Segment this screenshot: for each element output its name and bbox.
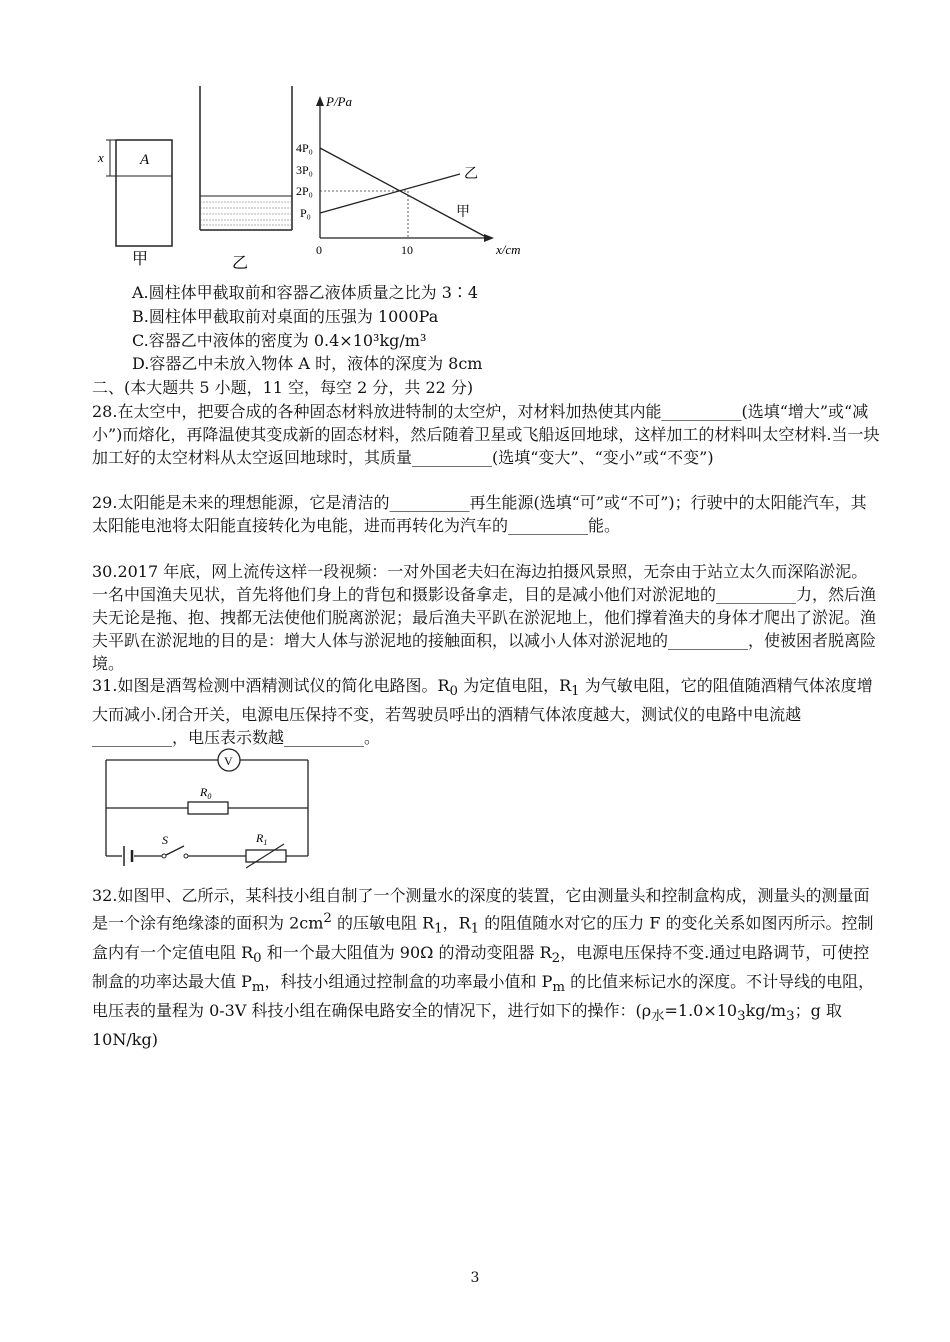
option-b: B.圆柱体甲截取前对桌面的压强为 1000Pa bbox=[132, 307, 439, 326]
question-32: 32.如图甲、乙所示，某科技小组自制了一个测量水的深度的装置，它由测量头和控制盒构成，测量头的测量面是一个涂有绝缘漆的面积为 $2cm^2$ 的压敏电阻 $R_1$，$R_1$ 的阻值随水对它的压力 F 的变化关系如图丙所示。控制盒内有一个定值电阻 $R_0$ 和一个最大阻值为 90Ω 的滑动变阻器 $R_2$，电源电压保持不变.通过电路调节，可使控制盒的功率达最大值 $P_m$，科技小组通过控制盒的功率最小值和 $P_m$ 的比值来标记水的深度。不计导线的电阻，电压表的量程为 0-3V 科技小组在确保电路安全的情况下，进行如下的操作：($\rho_水=1.0\times 10_3kg/m_3$；g 取 10N/kg) bbox=[92, 886, 875, 1050]
graph-x-axis-label: x/cm bbox=[496, 242, 521, 257]
jia-x-label: x bbox=[98, 150, 104, 165]
page-number: 3 bbox=[470, 1270, 480, 1286]
yi-caption: 乙 bbox=[232, 255, 249, 272]
resistor-r0-icon bbox=[188, 802, 228, 814]
graph-line-yi bbox=[320, 174, 460, 213]
circuit-diagram bbox=[96, 744, 326, 874]
pressure-graph bbox=[296, 94, 521, 257]
option-a: A.圆柱体甲截取前和容器乙液体质量之比为 3∶4 bbox=[132, 283, 479, 302]
graph-y-axis-label: P/Pa bbox=[326, 94, 352, 109]
question-30: 30.2017 年底，网上流传这样一段视频：一对外国老夫妇在海边拍摄风景照，无奈由于站立太久而深陷淤泥。一名中国渔夫见状，首先将他们身上的背包和摄影设备拿走，目的是减小他们对淤泥地的__________力，然后渔夫无论是拖、抱、拽都无法使他们脱离淤泥；最后渔夫平趴在淤泥地上，他们撑着渔夫的身体才爬出了淤泥。渔夫平趴在淤泥地的目的是：增大人体与淤泥地的接触面积，以减小人体对淤泥地的__________，使被困者脱离险境。 bbox=[92, 562, 877, 673]
graph-line-label-yi: 乙 bbox=[464, 167, 478, 182]
question-28: 28.在太空中，把要合成的各种固态材料放进特制的太空炉，对材料加热使其内能__________(选填“增大”或“减小”)而熔化，再降温使其变成新的固态材料，然后随着卫星或飞船返回地球，这样加工的材料叫太空材料.当一块加工好的太空材料从太空返回地球时，其质量__________(选填“变大”、“变小”或“不变”) bbox=[92, 402, 880, 467]
question-29: 29.太阳能是未来的理想能源，它是清洁的__________再生能源(选填“可”或“不可”)；行驶中的太阳能汽车，其太阳能电池将太阳能直接转化为电能，进而再转化为汽车的__________能。 bbox=[92, 493, 867, 535]
graph-line-jia bbox=[320, 148, 486, 237]
section-heading: 二、(本大题共 5 小题，11 空，每空 2 分，共 22 分) bbox=[92, 378, 474, 397]
graph-y-tick-2p0: 2P₀ bbox=[296, 184, 313, 198]
option-d: D.容器乙中未放入物体 A 时，液体的深度为 8cm bbox=[132, 354, 483, 373]
r1-label: $R_1$ bbox=[256, 831, 268, 847]
graph-x-tick-0: 0 bbox=[316, 243, 322, 257]
graph-y-tick-4p0: 4P₀ bbox=[296, 141, 313, 155]
question-31: 31.如图是酒驾检测中酒精测试仪的简化电路图。$R_0$ 为定值电阻，$R_1$ 为气敏电阻，它的阻值随酒精气体浓度增大而减小.闭合开关，电源电压保持不变，若驾驶员呼出的酒精气体浓度越大，测试仪的电路中电流越__________，电压表示数越__________。 bbox=[92, 676, 873, 748]
jia-a-label: A bbox=[140, 152, 150, 168]
switch-label: S bbox=[162, 833, 168, 847]
graph-y-tick-p0: P₀ bbox=[300, 206, 311, 220]
graph-line-label-jia: 甲 bbox=[456, 205, 470, 220]
graph-y-tick-3p0: 3P₀ bbox=[296, 163, 313, 177]
figure-yi bbox=[200, 86, 292, 272]
graph-x-tick-10: 10 bbox=[401, 243, 413, 257]
top-figure bbox=[92, 78, 552, 278]
jia-caption: 甲 bbox=[132, 251, 149, 268]
switch-icon bbox=[166, 846, 184, 855]
figure-jia bbox=[97, 140, 172, 268]
voltmeter-label: V bbox=[224, 754, 233, 768]
option-c: C.容器乙中液体的密度为 0.4×10³kg/m³ bbox=[132, 331, 427, 350]
r0-label: $R_0$ bbox=[200, 785, 212, 801]
